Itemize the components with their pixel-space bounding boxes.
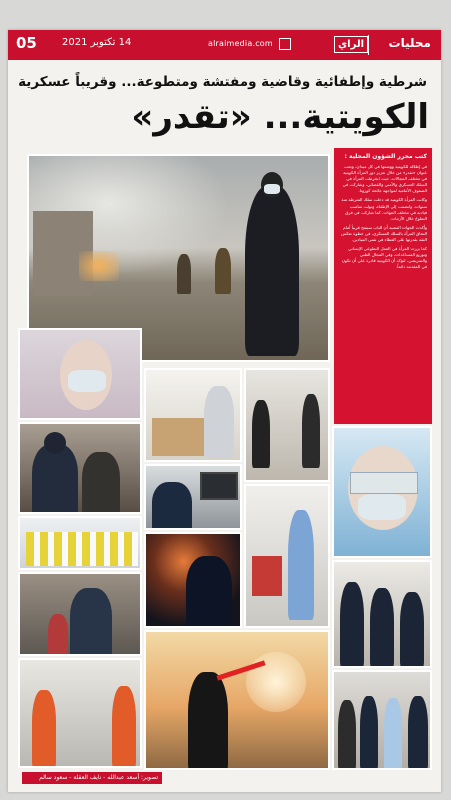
monitor	[200, 472, 238, 500]
article-text-column	[334, 148, 432, 424]
woman-figure	[252, 400, 270, 468]
photo-credit: تصوير: أسعد عبدالله - نايف العقلة - سعود سالم	[22, 772, 162, 784]
firefighter-figure	[215, 248, 231, 294]
woman-figure	[32, 690, 56, 768]
woman-figure	[338, 700, 356, 770]
header-divider	[368, 35, 369, 55]
goggles	[350, 472, 418, 494]
photo-night-officer	[144, 532, 242, 628]
photo-police-officers	[18, 422, 142, 514]
officer-head	[44, 432, 66, 454]
woman-figure	[302, 394, 320, 468]
photo-woman-with-cart	[244, 484, 330, 628]
child-figure	[48, 614, 68, 656]
photo-medical-worker	[332, 426, 432, 558]
face-mask	[68, 370, 106, 392]
photo-traffic-officer-sunset	[144, 630, 330, 770]
photo-police-group	[332, 560, 432, 668]
photo-woman-with-swab	[18, 328, 142, 420]
fire-glow	[79, 251, 119, 281]
article-paragraph: في إطلالة للكويتية ووضعها في كل ميدان، وتحت عنوان «تقدر» من خلال تعزيز دور المرأة الكويتية في مختلف المجالات، حيث انخرطت المرأة في السلك العسكري والأمني والقضائي، وشاركت في الصفوف الأمامية لمواجهة جائحة كورونا.	[342, 164, 427, 194]
officer-figure	[400, 592, 424, 668]
officer-figure	[32, 444, 78, 514]
volunteer-figure	[288, 510, 314, 620]
page-number: 05	[16, 34, 37, 52]
photo-women-at-door	[18, 658, 142, 768]
officer-figure	[152, 482, 192, 530]
section-name: محليات	[388, 36, 431, 50]
woman-figure	[408, 696, 428, 770]
volunteers-row	[26, 532, 138, 566]
newspaper-page	[8, 30, 441, 792]
article-paragraph: وكانت المرأة الكويتية قد دخلت سلك الشرطة منذ سنوات، وانضمت إلى الإطفاء، وتولت مناصب قيادية في مختلف الجهات، كما شاركت في فرق التطوع خلال الأزمات.	[341, 197, 427, 221]
officer-figure	[82, 452, 120, 514]
photo-aid-boxes	[144, 368, 242, 462]
officer-figure	[370, 588, 394, 668]
volunteer-figure	[204, 386, 234, 458]
photo-women-in-uniform	[332, 670, 432, 770]
photo-officer-with-child	[18, 572, 142, 656]
woman-figure	[360, 696, 378, 770]
site-logo-icon	[279, 38, 291, 50]
article-kicker: شرطية وإطفائية وقاضية ومفتشة ومتطوعة... وقريباً عسكرية	[18, 74, 427, 90]
sun-glow	[246, 652, 306, 712]
page-header-bar	[8, 30, 441, 60]
shopping-cart	[252, 556, 282, 596]
officer-figure	[186, 556, 232, 628]
face-mask	[264, 184, 280, 194]
aid-box	[152, 418, 204, 456]
woman-figure	[384, 698, 402, 770]
firefighter-figure	[177, 254, 191, 294]
officer-figure	[340, 582, 364, 668]
photo-woman-at-computer	[144, 464, 242, 530]
issue-date: 14 تكتوبر 2021	[62, 37, 132, 48]
face-mask	[358, 494, 406, 520]
article-byline: كتب محرر الشؤون المحلية :	[344, 153, 427, 160]
newspaper-brand: الراي	[334, 36, 368, 53]
photo-volunteers-lineup	[18, 516, 142, 570]
website-url[interactable]: alraimedia.com	[208, 39, 273, 48]
article-paragraph: كما برزت المرأة في العمل التطوعي الإنساني وتوزيع المساعدات، وفي المجال الطبي والتمريضي، لتؤكد أن الكويتية قادرة على أن تكون في المقدمة دائماً.	[341, 246, 427, 270]
article-headline: الكويتية... «تقدر»	[131, 97, 429, 137]
policewoman-figure	[245, 186, 299, 356]
officer-figure	[188, 672, 228, 770]
photo-women-at-shop	[244, 368, 330, 482]
woman-figure	[112, 686, 136, 768]
officer-figure	[70, 588, 112, 656]
article-paragraph: وأكدت الجهات المعنية أن الباب سيفتح قريباً أمام التحاق المرأة بالسلك العسكري، في خطوة تعكس الثقة بقدرتها على العطاء في شتى الميادين.	[341, 224, 427, 243]
